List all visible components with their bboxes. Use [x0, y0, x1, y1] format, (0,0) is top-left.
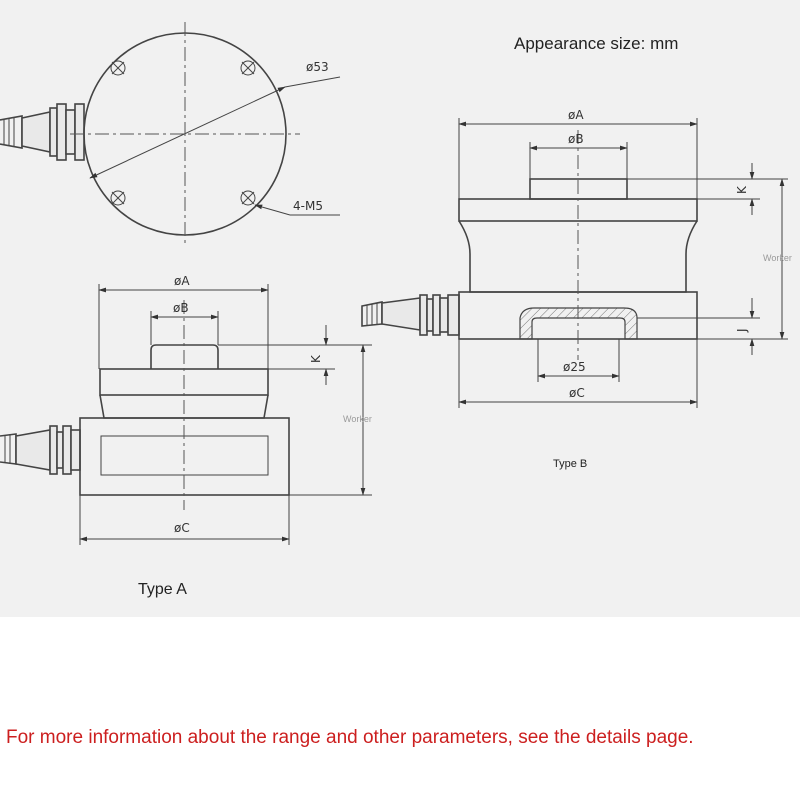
type-a-phiA-label: øA	[174, 274, 190, 288]
type-b-side-view	[362, 108, 788, 408]
bolt-holes	[111, 61, 255, 205]
type-a-caption: Type A	[138, 581, 187, 598]
type-a-phiB-label: øB	[173, 301, 189, 315]
watermark: Worker	[763, 253, 792, 263]
type-b-J-label: J	[735, 328, 749, 332]
units-heading: Appearance size: mm	[514, 34, 679, 53]
type-a-cable	[0, 426, 80, 474]
type-b-phi25-label: ø25	[563, 360, 586, 374]
type-a-K-label: K	[309, 355, 323, 363]
watermark: Worker	[343, 414, 372, 424]
type-b-phiC-label: øC	[569, 386, 585, 400]
top-view	[0, 22, 340, 246]
type-b-phiB-label: øB	[568, 132, 584, 146]
type-a-phiC-label: øC	[174, 521, 190, 535]
bolts-label: 4-M5	[293, 199, 323, 213]
phi53-label: ø53	[306, 60, 329, 74]
type-b-phiA-label: øA	[568, 108, 584, 122]
top-view-cable	[0, 104, 84, 160]
type-a-side-view	[0, 274, 372, 545]
type-b-caption: Type B	[553, 458, 588, 470]
type-b-K-label: K	[735, 186, 749, 194]
info-note: For more information about the range and other parameters, see the details page.	[6, 727, 694, 748]
type-b-cable	[362, 295, 459, 335]
